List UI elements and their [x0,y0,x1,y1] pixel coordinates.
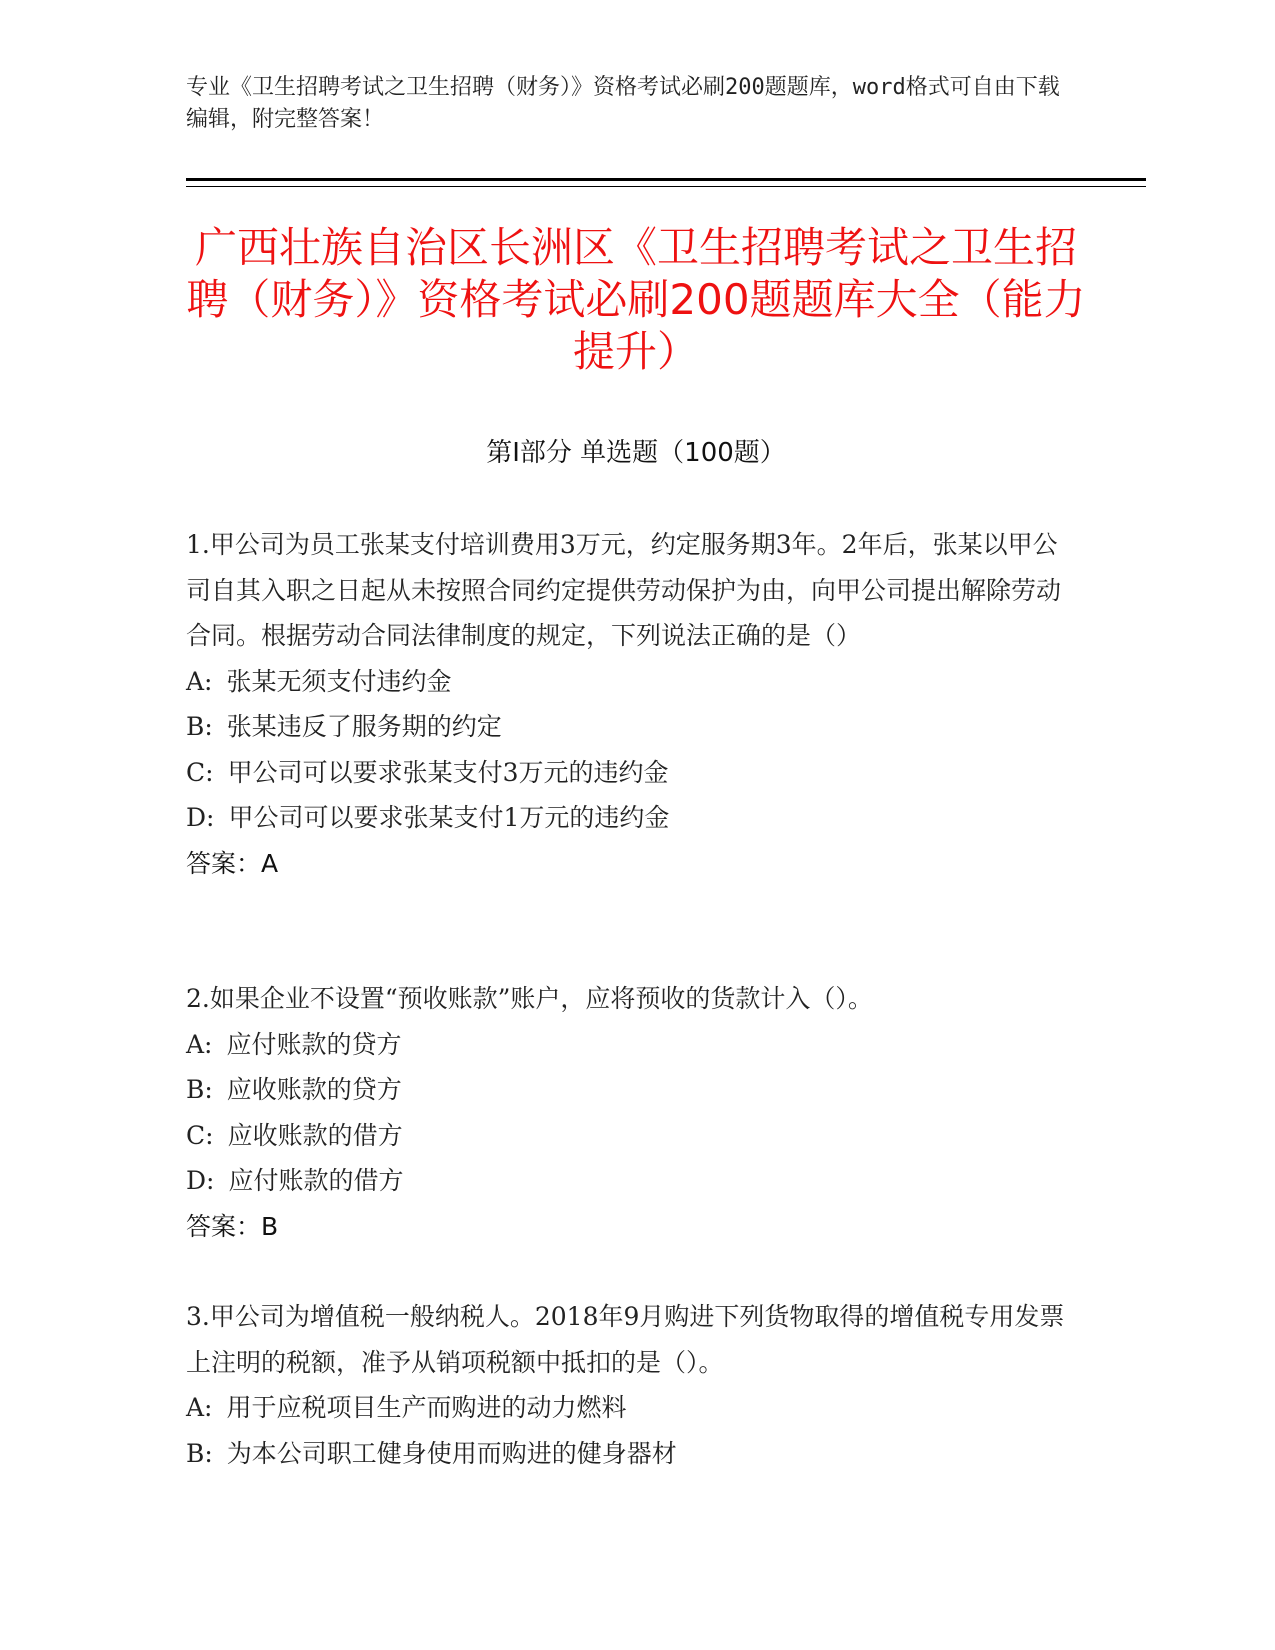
option-a [186,659,1066,705]
option-label: C: [186,757,214,787]
answer: 答案：A [186,848,279,878]
option-label: A: [186,1393,213,1422]
option-b [186,1431,1066,1477]
question-2 [186,976,1066,1249]
option-label: B: [186,712,213,741]
option-text: 应收账款的贷方 [226,1075,402,1104]
option-text: 为本公司职工健身使用而购进的健身器材 [226,1438,677,1468]
option-text: 应付账款的贷方 [226,1029,402,1059]
header-rule-thick [186,178,1146,181]
option-a [186,1022,1066,1068]
option-label: D: [186,1166,215,1195]
option-text: 应收账款的借方 [227,1120,403,1150]
option-text: 甲公司可以要求张某支付3万元的违约金 [227,757,669,787]
option-text: 应付账款的借方 [228,1166,404,1195]
option-c [186,750,1066,796]
question-3 [186,1294,1066,1476]
option-label: A: [186,666,213,696]
option-b [186,1067,1066,1113]
question-stem: 3.甲公司为增值税一般纳税人。2018年9月购进下列货物取得的增值税专用发票上注明的税额，准予从销项税额中抵扣的是（）。 [186,1302,1065,1377]
option-text: 张某违反了服务期的约定 [226,712,502,741]
section-heading: 第I部分 单选题（100题） [486,438,786,468]
document-header-note: 专业《卫生招聘考试之卫生招聘（财务）》资格考试必刷200题题库，word格式可自由下载编辑，附完整答案！ [186,75,1060,132]
option-label: A: [186,1029,213,1059]
option-d [186,1158,1066,1204]
option-a [186,1385,1066,1431]
option-b [186,704,1066,750]
option-d [186,795,1066,841]
option-label: B: [186,1438,213,1468]
question-stem: 2.如果企业不设置“预收账款”账户，应将预收的货款计入（）。 [186,984,873,1013]
option-label: B: [186,1075,213,1104]
option-text: 甲公司可以要求张某支付1万元的违约金 [228,803,670,832]
document-title: 广西壮族自治区长洲区《卫生招聘考试之卫生招聘（财务）》资格考试必刷200题题库大全（能力提升） [186,223,1086,376]
option-text: 用于应税项目生产而购进的动力燃料 [226,1393,627,1422]
option-label: D: [186,803,215,832]
question-stem: 1.甲公司为员工张某支付培训费用3万元，约定服务期3年。2年后，张某以甲公司自其入职之日起从未按照合同约定提供劳动保护为由，向甲公司提出解除劳动合同。根据劳动合同法律制度的规定，下列说法正确的是（） [186,530,1062,650]
question-1 [186,522,1066,886]
option-text: 张某无须支付违约金 [226,666,452,696]
option-label: C: [186,1120,214,1150]
answer: 答案：B [186,1211,279,1241]
header-rule-thin [186,186,1146,187]
option-c [186,1113,1066,1159]
